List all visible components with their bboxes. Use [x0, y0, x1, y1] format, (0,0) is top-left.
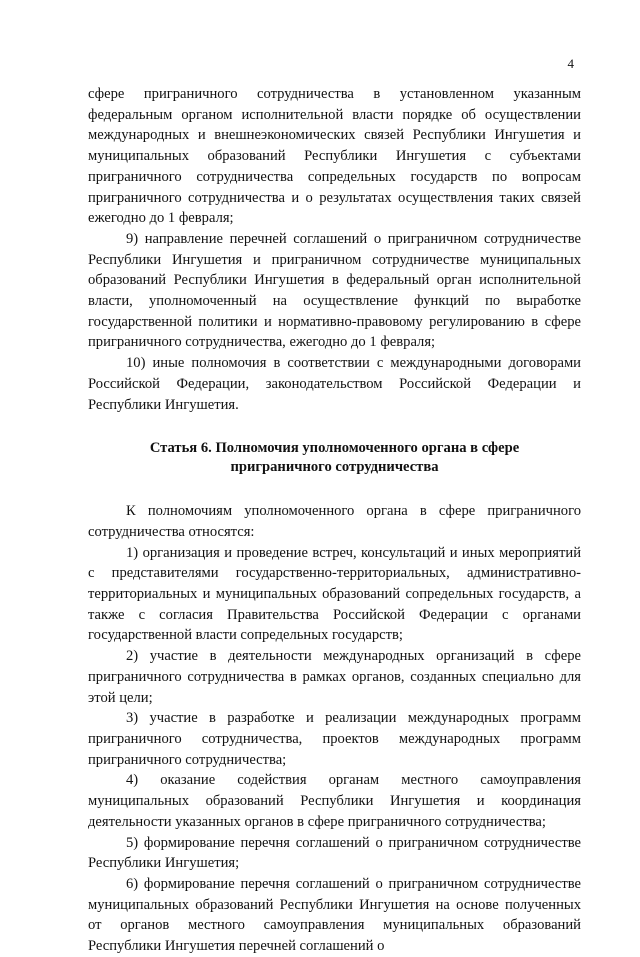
paragraph-continuation: сфере приграничного сотрудничества в установленном указанным федеральным органом исполнительной власти порядке об осуществлении международных и внешнеэкономических связей Республики Ингушетия и муниципальных образований Республики Ингушетия с субъектами приграничного сотрудничества сопредельных государств по вопросам приграничного сотрудничества и о результатах осуществления таких связей ежегодно до 1 февраля;: [88, 86, 581, 227]
article-item-5: 5) формирование перечня соглашений о приграничном сотрудничестве Республики Ингушетия;: [88, 834, 581, 872]
article-item-4: 4) оказание содействия органам местного самоуправления муниципальных образований Республики Ингушетия и координация деятельности указанных органов в сфере приграничного сотрудничества;: [88, 772, 581, 830]
article-item-2: 2) участие в деятельности международных организаций в сфере приграничного сотрудничества в рамках органов, созданных специально для этой цели;: [88, 648, 581, 706]
document-body: [88, 84, 581, 957]
article-intro: К полномочиям уполномоченного органа в сфере приграничного сотрудничества относятся:: [88, 503, 581, 540]
article-heading: Статья 6. Полномочия уполномоченного органа в сфере приграничного сотрудничества: [149, 440, 520, 476]
article-item-1: 1) организация и проведение встреч, консультаций и иных мероприятий с представителями государственно-территориальных, административно-территориальных и муниципальных образований сопредельных государств, а также с согласия Правительства Российской Федерации с органами государственной власти сопредельных государств;: [88, 544, 581, 644]
article-item-6: 6) формирование перечня соглашений о приграничном сотрудничестве муниципальных образований Республики Ингушетия на основе полученных от органов местного самоуправления муниципальных образований Республики Ингушетия перечней соглашений о: [88, 875, 581, 955]
paragraph-item-9: 9) направление перечней соглашений о приграничном сотрудничестве Республики Ингушетия и приграничном сотрудничестве муниципальных образований Республики Ингушетия в федеральный орган исполнительной власти, уполномоченный на осуществление функций по выработке государственной политики и нормативно-правовому регулированию в сфере приграничного сотрудничества, ежегодно до 1 февраля;: [88, 230, 581, 351]
paragraph-item-10: 10) иные полномочия в соответствии с международными договорами Российской Федерации, законодательством Российской Федерации и Республики Ингушетия.: [88, 355, 581, 413]
page-number: 4: [567, 56, 574, 71]
article-item-3: 3) участие в разработке и реализации международных программ приграничного сотрудничества, проектов международных программ приграничного сотрудничества;: [88, 710, 581, 768]
